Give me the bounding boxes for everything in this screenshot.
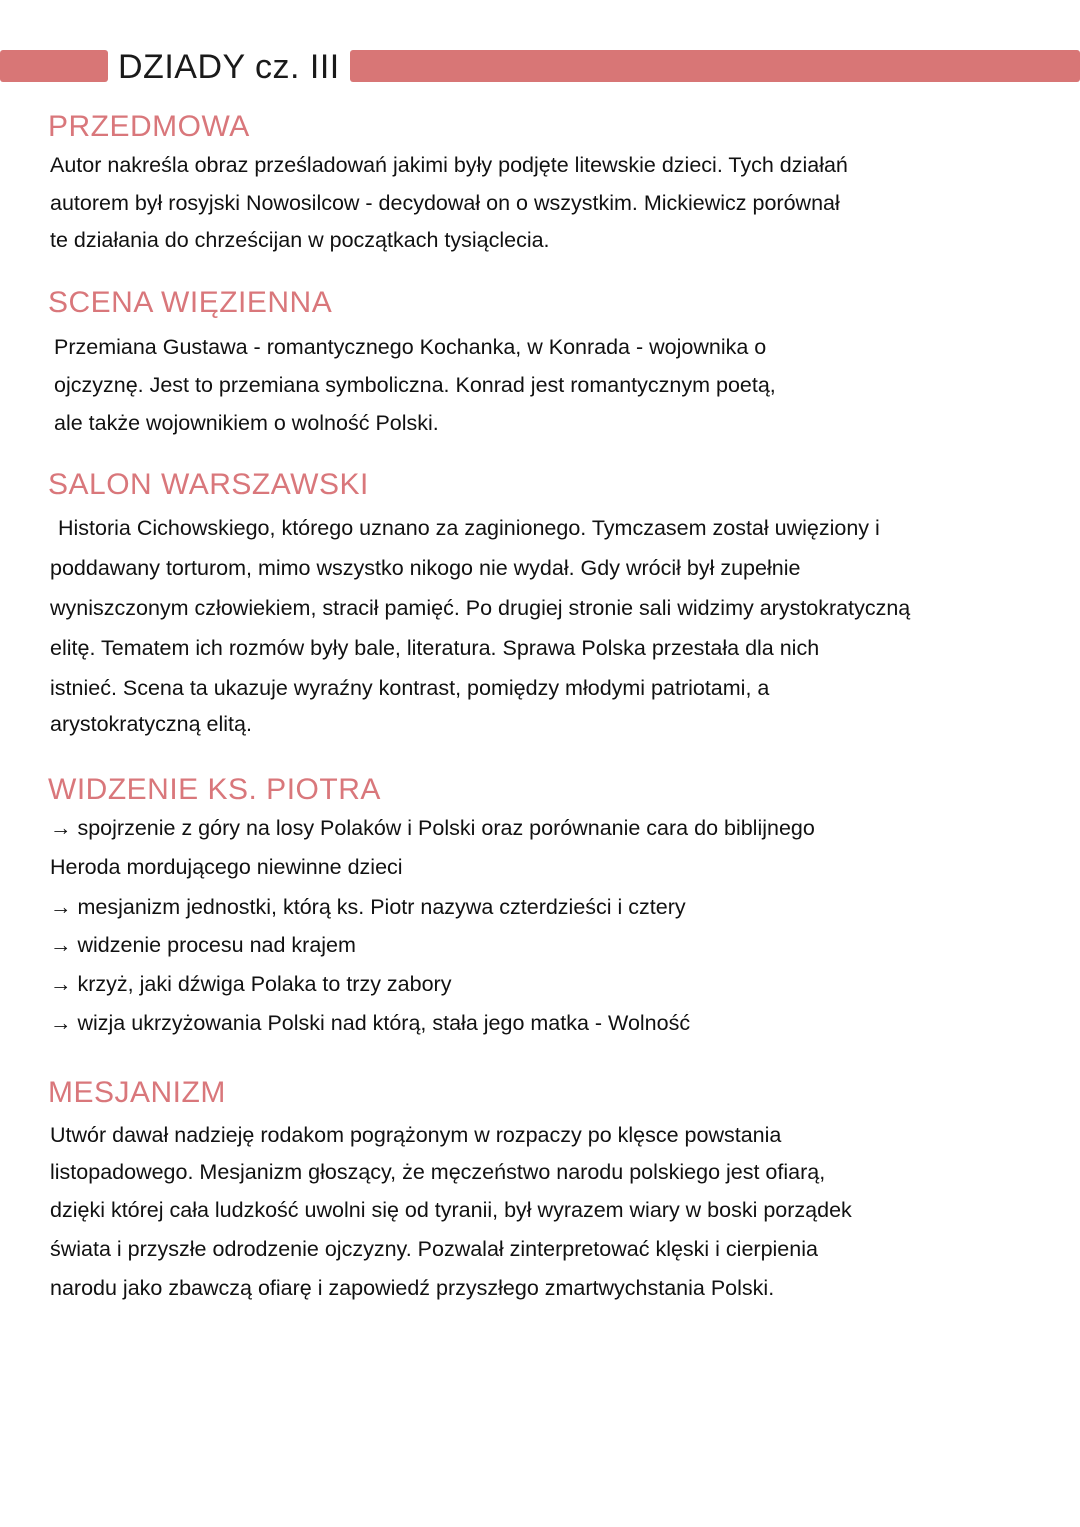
text-line: Autor nakreśla obraz prześladowań jakimi były podjęte litewskie dzieci. Tych działań (50, 153, 848, 177)
title-bar-left (0, 50, 108, 82)
text-line: poddawany torturom, mimo wszystko nikogo nie wydał. Gdy wrócił był zupełnie (50, 556, 801, 580)
text-line: dzięki której cała ludzkość uwolni się od tyranii, był wyrazem wiary w boski porządek (50, 1198, 852, 1222)
list-item: → wizja ukrzyżowania Polski nad którą, stała jego matka - Wolność (50, 1011, 691, 1035)
text-line: wyniszczonym człowiekiem, stracił pamięć. Po drugiej stronie sali widzimy arystokratyczną (50, 596, 911, 620)
text-line: listopadowego. Mesjanizm głoszący, że męczeństwo narodu polskiego jest ofiarą, (50, 1160, 826, 1184)
text-line: Przemiana Gustawa - romantycznego Kochanka, w Konrada - wojownika o (54, 335, 767, 359)
text-line: autorem był rosyjski Nowosilcow - decydował on o wszystkim. Mickiewicz porównał (50, 191, 840, 215)
text-line: arystokratyczną elitą. (50, 712, 252, 736)
section-heading: MESJANIZM (48, 1076, 226, 1109)
text-line: narodu jako zbawczą ofiarę i zapowiedź przyszłego zmartwychstania Polski. (50, 1276, 775, 1300)
title-bar-right (350, 50, 1080, 82)
text-line: ojczyznę. Jest to przemiana symboliczna. Konrad jest romantycznym poetą, (54, 373, 776, 397)
text-line: ale także wojownikiem o wolność Polski. (54, 411, 439, 435)
list-item: → mesjanizm jednostki, którą ks. Piotr nazywa czterdzieści i cztery (50, 895, 686, 919)
list-item: → spojrzenie z góry na losy Polaków i Polski oraz porównanie cara do biblijnego (50, 816, 815, 840)
section-heading: SALON WARSZAWSKI (48, 468, 369, 501)
text-line: świata i przyszłe odrodzenie ojczyzny. Pozwalał zinterpretować klęski i cierpienia (50, 1237, 818, 1261)
text-line: Heroda mordującego niewinne dzieci (50, 855, 403, 879)
text-line: istnieć. Scena ta ukazuje wyraźny kontrast, pomiędzy młodymi patriotami, a (50, 676, 770, 700)
section-heading: SCENA WIĘZIENNA (48, 286, 333, 319)
page-title: DZIADY cz. III (118, 48, 340, 86)
text-line: te działania do chrześcijan w początkach tysiąclecia. (50, 228, 550, 252)
text-line: Utwór dawał nadzieję rodakom pogrążonym w rozpaczy po klęsce powstania (50, 1123, 782, 1147)
section-heading: PRZEDMOWA (48, 110, 250, 143)
text-line: elitę. Tematem ich rozmów były bale, literatura. Sprawa Polska przestała dla nich (50, 636, 820, 660)
text-line: Historia Cichowskiego, którego uznano za zaginionego. Tymczasem został uwięziony i (58, 516, 880, 540)
list-item: → widzenie procesu nad krajem (50, 933, 356, 957)
list-item: → krzyż, jaki dźwiga Polaka to trzy zabory (50, 972, 452, 996)
section-heading: WIDZENIE KS. PIOTRA (48, 773, 381, 806)
